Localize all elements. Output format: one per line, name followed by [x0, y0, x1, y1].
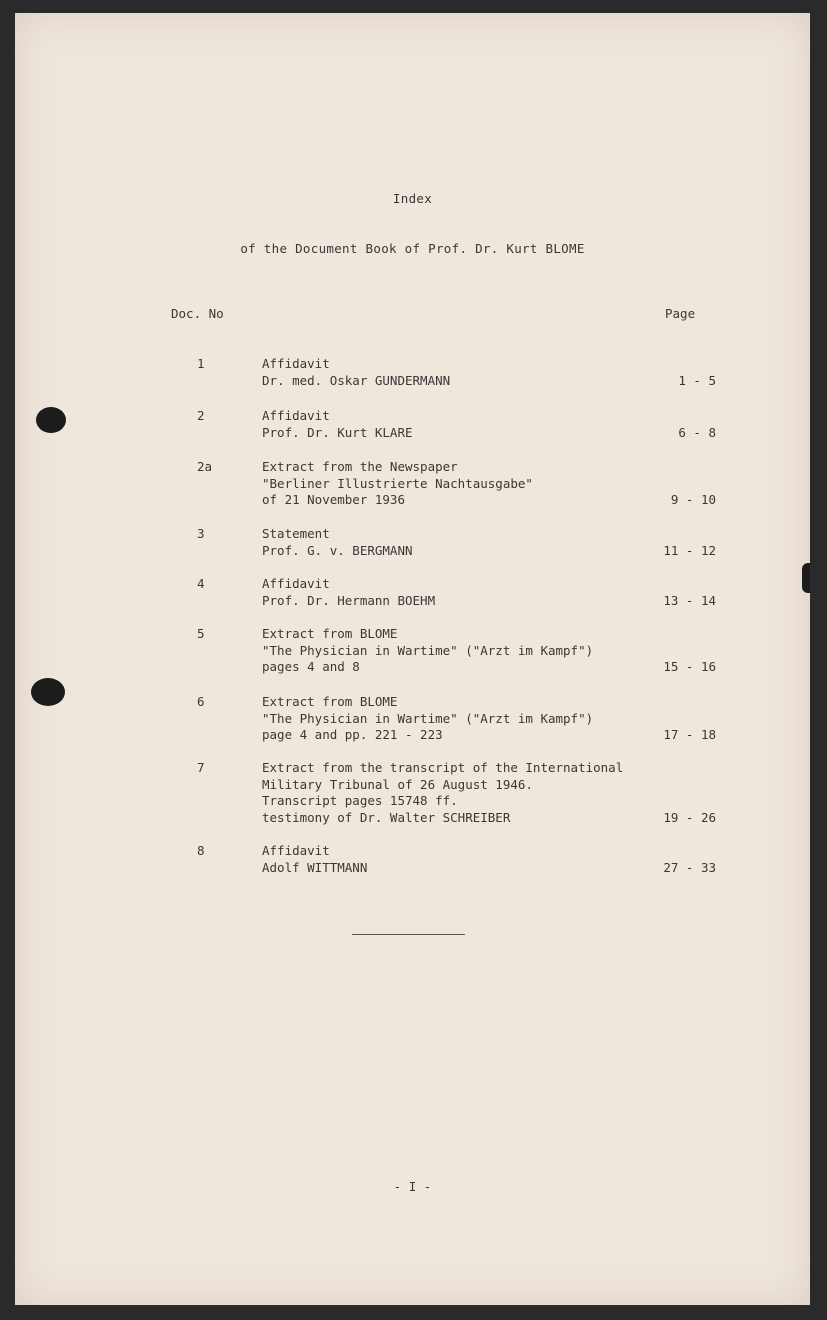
entry-doc-number: 1	[197, 356, 205, 371]
entry-page-range: 27 - 33	[663, 859, 716, 875]
entry-description	[262, 408, 413, 441]
index-title: Index	[392, 191, 433, 206]
entry-doc-number: 3	[197, 526, 205, 541]
entry-description-line: "The Physician in Wartime" ("Arzt im Kampf")	[262, 710, 594, 726]
entry-doc-number: 5	[197, 626, 205, 641]
entry-description-line: of 21 November 1936	[262, 492, 405, 507]
entry-description-line: Military Tribunal of 26 August 1946.	[262, 776, 533, 792]
closing-rule	[352, 934, 465, 935]
entry-page-range: 19 - 26	[663, 809, 716, 825]
paper-tear	[802, 563, 810, 593]
entry-description-line: Extract from the transcript of the International	[262, 760, 624, 775]
entry-page-range: 9 - 10	[670, 492, 716, 507]
entry-description-line: Dr. med. Oskar GUNDERMANN	[262, 372, 451, 388]
index-subtitle: of the Document Book of Prof. Dr. Kurt BLOME	[240, 241, 585, 256]
entry-description	[262, 694, 593, 744]
entry-description-line: testimony of Dr. Walter SCHREIBER	[262, 809, 511, 825]
entry-description-line: Extract from the Newspaper	[262, 459, 458, 474]
entry-description	[262, 760, 623, 826]
entry-description	[262, 526, 413, 559]
page-number-footer: - I -	[393, 1179, 432, 1194]
entry-page-range: 13 - 14	[663, 592, 716, 608]
entry-description-line: page 4 and pp. 221 - 223	[262, 727, 443, 742]
entry-page-range: 1 - 5	[678, 372, 716, 388]
entry-description-line: Extract from BLOME	[262, 626, 398, 641]
entry-description	[262, 459, 533, 509]
entry-doc-number: 7	[197, 760, 205, 775]
column-header-doc-no: Doc. No	[171, 306, 224, 321]
punch-hole-lower	[31, 678, 65, 706]
entry-description-line: Prof. G. v. BERGMANN	[262, 542, 413, 558]
entry-description-line: pages 4 and 8	[262, 659, 360, 674]
entry-description-line: Transcript pages 15748 ff.	[262, 793, 458, 808]
entry-page-range: 17 - 18	[663, 727, 716, 742]
entry-description-line: "The Physician in Wartime" ("Arzt im Kampf")	[262, 642, 594, 658]
entry-description-line: Affidavit	[262, 408, 330, 423]
entry-description-line: "Berliner Illustrierte Nachtausgabe"	[262, 475, 533, 491]
entry-page-range: 11 - 12	[663, 542, 716, 558]
entry-description-line: Statement	[262, 526, 330, 541]
document-page	[15, 13, 810, 1305]
entry-description-line: Prof. Dr. Kurt KLARE	[262, 424, 413, 440]
entry-description-line: Affidavit	[262, 576, 330, 591]
entry-description	[262, 843, 367, 876]
entry-doc-number: 6	[197, 694, 205, 709]
entry-description	[262, 576, 435, 609]
entry-page-range: 6 - 8	[678, 424, 716, 440]
entry-description-line: Adolf WITTMANN	[262, 859, 368, 875]
entry-doc-number: 2a	[197, 459, 213, 474]
entry-doc-number: 4	[197, 576, 205, 591]
entry-description-line: Extract from BLOME	[262, 694, 398, 709]
entry-description-line: Prof. Dr. Hermann BOEHM	[262, 592, 436, 608]
column-header-page: Page	[665, 306, 696, 321]
punch-hole-upper	[36, 407, 66, 433]
entry-description	[262, 356, 450, 389]
entry-description	[262, 626, 593, 676]
entry-doc-number: 8	[197, 843, 205, 858]
entry-description-line: Affidavit	[262, 356, 330, 371]
entry-doc-number: 2	[197, 408, 205, 423]
entry-page-range: 15 - 16	[663, 659, 716, 674]
entry-description-line: Affidavit	[262, 843, 330, 858]
